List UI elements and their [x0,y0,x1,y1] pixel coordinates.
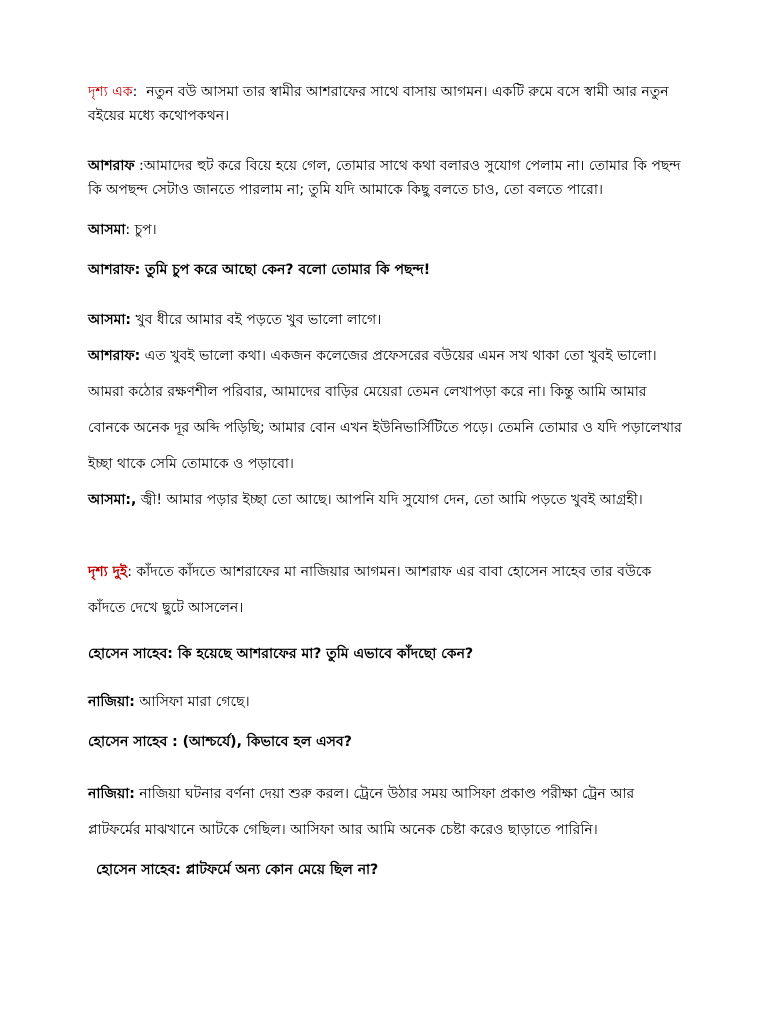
speaker-name: হোসেন সাহেব : [88,734,178,750]
dialogue-line [96,858,696,882]
dialogue-line [88,154,688,202]
speaker-separator: : [125,222,131,238]
dialogue-line [88,642,688,666]
dialogue-line [88,730,688,754]
scene-one-paragraph [88,80,688,128]
dialogue-line [88,776,688,848]
speaker-name: আসমা: [88,312,132,328]
dialogue-text: আমাদের হুট করে বিয়ে হয়ে গেল, তোমার সাথে কথা বলারও সুযোগ পেলাম না। তোমার কি পছন্দ কি অপছন্দ সেটাও জানতে পারলাম না; তুমি যদি আমাকে কিছু বলতে চাও, তো বলতে পারো। [88,158,681,198]
dialogue-line [88,488,688,512]
dialogue-text: তুমি চুপ করে আছো কেন? বলো তোমার কি পছন্দ! [140,262,431,278]
speaker-name: নাজিয়া: [88,694,135,710]
dialogue-line [88,690,688,714]
dialogue-text: নাজিয়া ঘটনার বর্ণনা দেয়া শুরু করল। ট্রেনে উঠার সময় আসিফা প্রকাণ্ড পরীক্ষা ট্রেন আর প্লাটফর্মের মাঝখানে আটকে গেছিল। আসিফা আর আমি অনেক চেষ্টা করেও ছাড়াতে পারিনি। [88,786,635,838]
dialogue-text: চুপ। [130,222,157,238]
scene-two-paragraph [88,554,688,626]
dialogue-text: এত খুবই ভালো কথা। একজন কলেজের প্রফেসরের বউয়ের এমন সখ থাকা তো খুবই ভালো। আমরা কঠোর রক্ষণশীল পরিবার, আমাদের বাড়ির মেয়েরা তেমন লেখাপড়া করে না। কিন্তু আমি আমার বোনকে অনেক দূর অব্দি পড়িছি; আমার বোন এখন ইউনিভার্সিটিতে পড়ে। তেমনি তোমার ও যদি পড়ালেখার ইচ্ছা থাকে সেমি তোমাকে ও পড়াবো। [88,348,682,472]
scene-one-separator: : [132,84,138,100]
scene-two-separator: : [127,564,132,580]
dialogue-text: কি হয়েছে আশরাফের মা? তুমি এভাবে কাঁদছো কেন? [172,646,474,662]
speaker-name: হোসেন সাহেব: [96,862,181,878]
scene-two-label: দৃশ্য দুই [88,564,128,580]
dialogue-line [88,338,688,482]
speaker-name: আশরাফ: [88,262,141,278]
speaker-name: আশরাফ [88,158,135,174]
dialogue-text: খুব ধীরে আমার বই পড়তে খুব ভালো লাগে। [131,312,382,328]
dialogue-line [88,308,688,332]
speaker-separator: : [134,158,144,174]
scene-one-description: নতুন বউ আসমা তার স্বামীর আশরাফের সাথে বাসায় আগমন। একটি রুমে বসে স্বামী আর নতুন বইয়ের মধ্যে কথোপকথন। [88,84,669,124]
speaker-name: আশরাফ: [88,348,141,364]
scene-one-label: দৃশ্য এক [88,84,133,100]
dialogue-text: প্লাটফর্মে অন্য কোন মেয়ে ছিল না? [180,862,379,878]
dialogue-text: জ্বী! আমার পড়ার ইচ্ছা তো আছে। আপনি যদি সুযোগ দেন, তো আমি পড়তে খুবই আগ্রহী। [136,492,643,508]
speaker-name: হোসেন সাহেব: [88,646,173,662]
dialogue-text: (আশ্চর্যে), কিভাবে হল এসব? [177,734,352,750]
dialogue-line [88,218,688,242]
dialogue-text: আসিফা মারা গেছে। [134,694,250,710]
speaker-name: নাজিয়া: [88,786,135,802]
scene-two-description: কাঁদতে কাঁদতে আশরাফের মা নাজিয়ার আগমন। আশরাফ এর বাবা হোসেন সাহেব তার বউকে কাঁদতে দেখে ছুটে আসলেন। [88,564,652,616]
dialogue-line [88,258,688,282]
speaker-name: আসমা [88,222,126,238]
speaker-name: আসমা:, [88,492,137,508]
